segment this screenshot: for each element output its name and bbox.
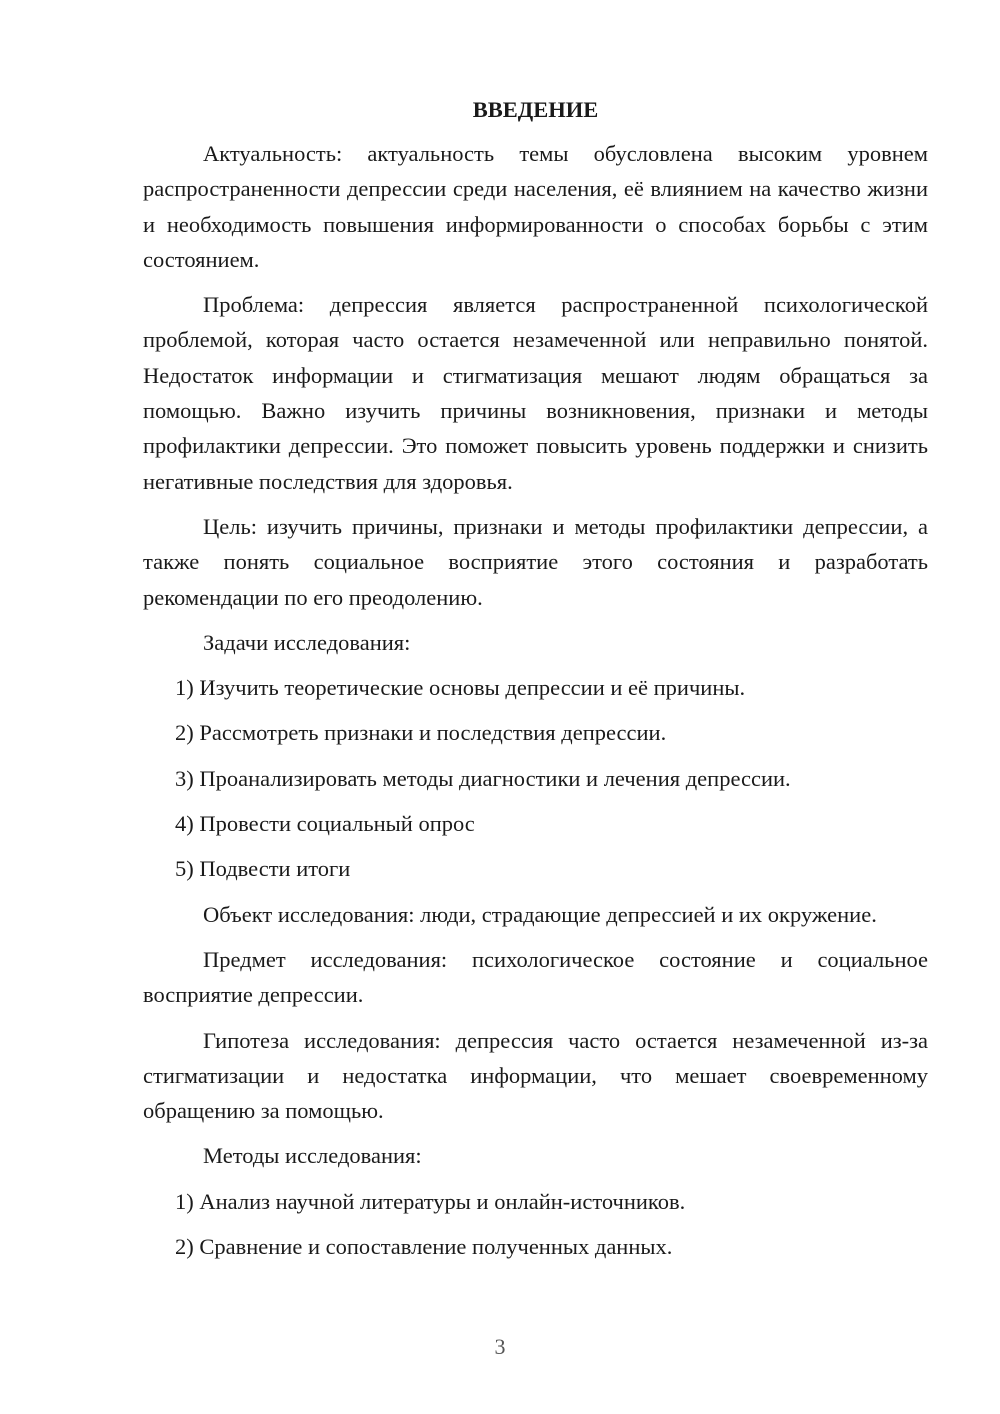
list-item: 2) Сравнение и сопоставление полученных данных. — [175, 1234, 673, 1260]
list-item: 2) Рассмотреть признаки и последствия депрессии. — [175, 720, 667, 746]
list-item: 5) Подвести итоги — [175, 856, 351, 882]
methods-heading: Методы исследования: — [203, 1143, 422, 1169]
tasks-heading: Задачи исследования: — [203, 629, 411, 655]
document-body — [143, 95, 928, 1274]
relevance-paragraph: Актуальность: актуальность темы обусловлена высоким уровнем распространенности депрессии среди населения, её влиянием на качество жизни и необходимость повышения информированности о способах борьбы с этим состоянием. — [143, 141, 928, 272]
hypothesis-paragraph: Гипотеза исследования: депрессия часто остается незамеченной из-за стигматизации и недостатка информации, что мешает своевременному обращению за помощью. — [143, 1027, 928, 1124]
section-title: ВВЕДЕНИЕ — [472, 97, 599, 122]
list-item: 1) Анализ научной литературы и онлайн-источников. — [175, 1188, 686, 1214]
list-item: 4) Провести социальный опрос — [175, 811, 475, 837]
goal-paragraph: Цель: изучить причины, признаки и методы профилактики депрессии, а также понять социальное восприятие этого состояния и разработать рекомендации по его преодолению. — [143, 513, 928, 610]
subject-paragraph: Предмет исследования: психологическое состояние и социальное восприятие депрессии. — [143, 946, 928, 1008]
list-item: 3) Проанализировать методы диагностики и лечения депрессии. — [175, 765, 791, 791]
methods-list — [143, 1184, 928, 1265]
problem-paragraph: Проблема: депрессия является распространенной психологической проблемой, которая часто остается незамеченной или неправильно понятой. Недостаток информации и стигматизация мешают людям обращаться за помощью. Важно изучить причины возникновения, признаки и методы профилактики депрессии. Это поможет повысить уровень поддержки и снизить негативные последствия для здоровья. — [143, 292, 928, 494]
list-item: 1) Изучить теоретические основы депрессии и её причины. — [175, 675, 746, 701]
object-paragraph: Объект исследования: люди, страдающие депрессией и их окружение. — [203, 901, 877, 927]
page-number: 3 — [494, 1334, 506, 1359]
tasks-list — [143, 670, 928, 886]
